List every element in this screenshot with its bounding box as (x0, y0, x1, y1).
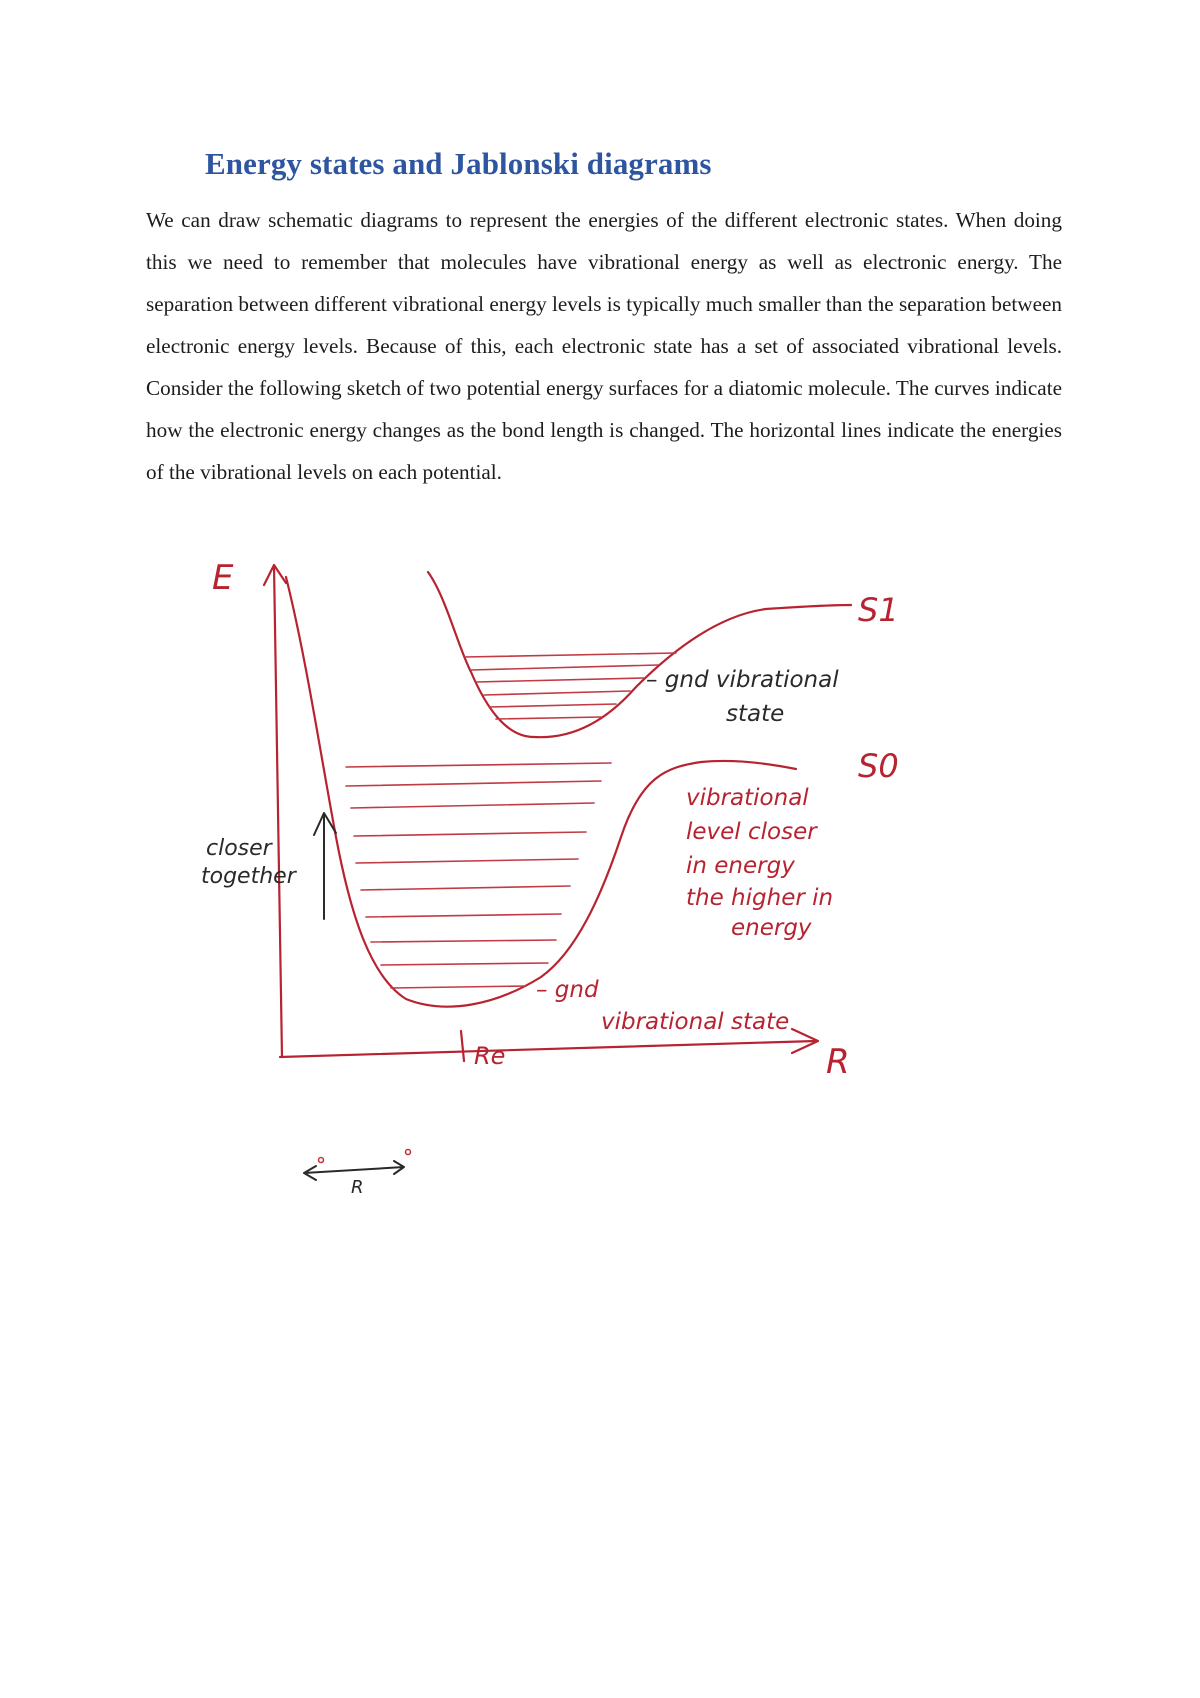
equilibrium-label: Re (474, 1042, 506, 1070)
s1-vibrational-levels (464, 653, 676, 719)
distance-axis-label: R (826, 1042, 850, 1082)
potential-energy-sketch (146, 537, 976, 1277)
equilibrium-tick (461, 1031, 464, 1061)
spacing-note: vibrational level closer in energy the higher in energy (686, 785, 834, 941)
page-title: Energy states and Jablonski diagrams (205, 146, 712, 181)
body-paragraph: We can draw schematic diagrams to represent the energies of the different electronic states. When doing this we need to remember that molecules have vibrational energy as well as electronic energy. The separation between different vibrational energy levels is typically much smaller than the separation between electronic energy levels. Because of this, each electronic state has a set of associated vibrational levels. Consider the following sketch of two potential energy surfaces for a diatomic molecule. The curves indicate how the electronic energy changes as the bond length is changed. The horizontal lines indicate the energies of the vibrational levels on each potential. (146, 208, 1062, 484)
bond-length-label: R (351, 1177, 364, 1198)
diatomic-bond-sketch (304, 1150, 411, 1199)
upper-ground-note: – gnd vibrational state (646, 667, 839, 727)
lower-state-label: S0 (858, 747, 899, 785)
closer-together-arrow (314, 813, 336, 919)
energy-axis-label: E (212, 558, 234, 598)
upper-state-label: S1 (858, 591, 899, 629)
closer-together-note: closer together (201, 836, 296, 889)
lower-ground-note: – gnd vibrational state (536, 977, 790, 1035)
s0-vibrational-levels (346, 763, 611, 988)
energy-axis (264, 565, 286, 1057)
s1-potential-curve (428, 572, 851, 737)
